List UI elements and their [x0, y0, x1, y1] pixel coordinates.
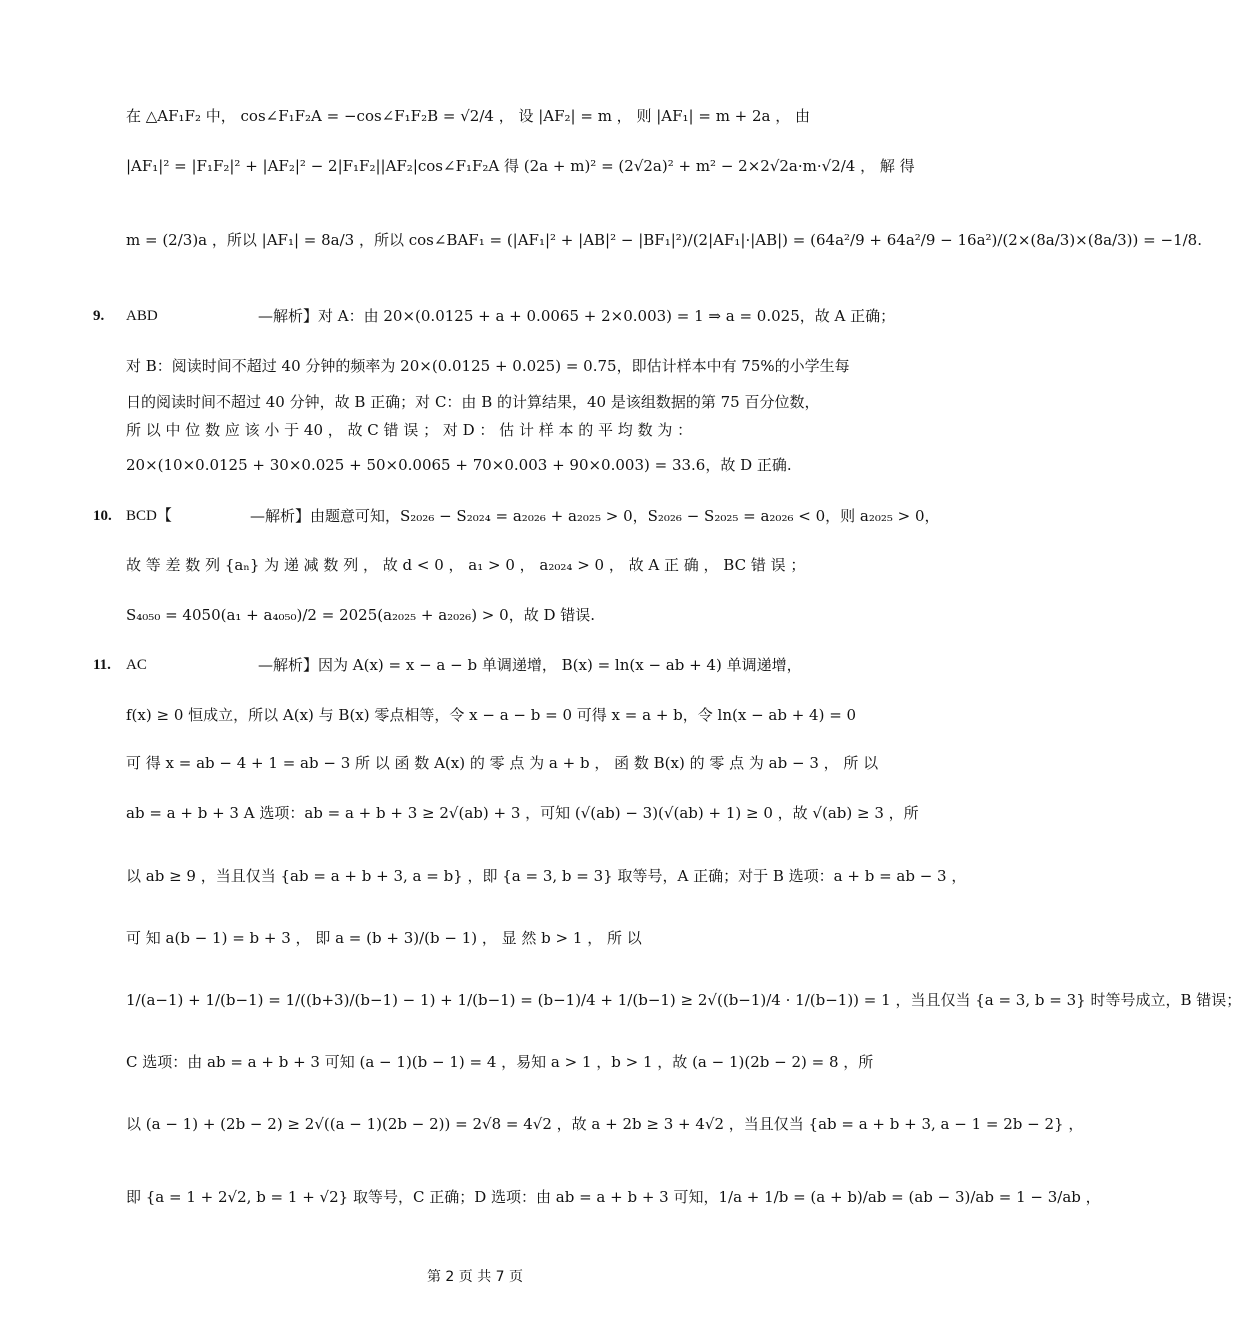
text-line: C 选项：由 ab = a + b + 3 可知 (a − 1)(b − 1) = 4 ，易知 a > 1 ，b > 1 ，故 (a − 1)(2b − 2) = 8 ，所: [126, 1053, 874, 1071]
solution-first-line: —解析】由题意可知，S₂₀₂₆ − S₂₀₂₄ = a₂₀₂₆ + a₂₀₂₅ > 0，S₂₀₂₆ − S₂₀₂₅ = a₂₀₂₆ < 0，则 a₂₀₂₅ > 0，: [250, 507, 940, 525]
text-line: 可 得 x = ab − 4 + 1 = ab − 3 所 以 函 数 A(x) 的 零 点 为 a + b ， 函 数 B(x) 的 零 点 为 ab − 3 ， 所 以: [126, 754, 879, 772]
text-line: 可 知 a(b − 1) = b + 3 ， 即 a = (b + 3)/(b − 1) ， 显 然 b > 1 ， 所 以: [126, 929, 642, 947]
solution-first-line: —解析】对 A：由 20×(0.0125 + a + 0.0065 + 2×0.003) = 1 ⇒ a = 0.025，故 A 正确；: [258, 307, 896, 325]
text-line: f(x) ≥ 0 恒成立，所以 A(x) 与 B(x) 零点相等，令 x − a − b = 0 可得 x = a + b，令 ln(x − ab + 4) = 0: [126, 706, 857, 724]
question-answer: ABD: [126, 308, 158, 324]
text-line: 以 (a − 1) + (2b − 2) ≥ 2√((a − 1)(2b − 2)) = 2√8 = 4√2 ，故 a + 2b ≥ 3 + 4√2 ，当且仅当 {ab = a + b + 3, a − 1 = 2b − 2} ，: [126, 1115, 1084, 1133]
text-line: |AF₁|² = |F₁F₂|² + |AF₂|² − 2|F₁F₂||AF₂|cos∠F₁F₂A 得 (2a + m)² = (2√2a)² + m² − 2×2√2a·m·√2/4 ， 解 得: [126, 157, 915, 175]
text-line: m = (2/3)a ，所以 |AF₁| = 8a/3 ，所以 cos∠BAF₁ = (|AF₁|² + |AB|² − |BF₁|²)/(2|AF₁|·|AB|) = (64a²/9 + 64a²/9 − 16a²)/(2×(8a/3)×(8a/3)) = −1/8.: [126, 231, 1202, 249]
question-number: 9.: [93, 308, 105, 324]
text-line: 1/(a−1) + 1/(b−1) = 1/((b+3)/(b−1) − 1) + 1/(b−1) = (b−1)/4 + 1/(b−1) ≥ 2√((b−1)/4 · 1/(b−1)) = 1 ，当且仅当 {a = 3, b = 3} 时等号成立，B 错误；: [126, 991, 1241, 1009]
text-line: 以 ab ≥ 9 ，当且仅当 {ab = a + b + 3, a = b} ，即 {a = 3, b = 3} 取等号，A 正确；对于 B 选项：a + b = ab − 3 ，: [126, 867, 967, 885]
solution-first-line: —解析】因为 A(x) = x − a − b 单调递增， B(x) = ln(x − ab + 4) 单调递增，: [258, 656, 802, 674]
question-answer: AC: [126, 657, 147, 673]
text-line: S₄₀₅₀ = 4050(a₁ + a₄₀₅₀)/2 = 2025(a₂₀₂₅ + a₂₀₂₆) > 0，故 D 错误.: [126, 606, 596, 624]
question-number: 10.: [93, 508, 112, 524]
text-line: ab = a + b + 3 A 选项：ab = a + b + 3 ≥ 2√(ab) + 3 ，可知 (√(ab) − 3)(√(ab) + 1) ≥ 0 ，故 √(ab) ≥ 3 ，所: [126, 804, 919, 822]
text-line: 20×(10×0.0125 + 30×0.025 + 50×0.0065 + 70×0.003 + 90×0.003) = 33.6，故 D 正确.: [126, 456, 792, 474]
question-answer: BCD【: [126, 508, 172, 524]
question-number: 11.: [93, 657, 111, 673]
text-line: 即 {a = 1 + 2√2, b = 1 + √2} 取等号，C 正确；D 选项：由 ab = a + b + 3 可知，1/a + 1/b = (a + b)/ab = (ab − 3)/ab = 1 − 3/ab ，: [126, 1188, 1101, 1206]
text-line: 在 △AF₁F₂ 中， cos∠F₁F₂A = −cos∠F₁F₂B = √2/4 ， 设 |AF₂| = m ， 则 |AF₁| = m + 2a ， 由: [126, 107, 811, 125]
text-line: 所 以 中 位 数 应 该 小 于 40 ， 故 C 错 误 ； 对 D ： 估 计 样 本 的 平 均 数 为 ：: [126, 421, 693, 439]
text-line: 对 B：阅读时间不超过 40 分钟的频率为 20×(0.0125 + 0.025) = 0.75，即估计样本中有 75%的小学生每: [126, 357, 850, 375]
text-line: 故 等 差 数 列 {aₙ} 为 递 减 数 列 ， 故 d < 0 ， a₁ > 0 ， a₂₀₂₄ > 0 ， 故 A 正 确 ， BC 错 误 ；: [126, 556, 806, 574]
page-footer: 第 2 页 共 7 页: [426, 1269, 524, 1285]
text-line: 日的阅读时间不超过 40 分钟，故 B 正确；对 C：由 B 的计算结果，40 是该组数据的第 75 百分位数，: [126, 393, 820, 411]
